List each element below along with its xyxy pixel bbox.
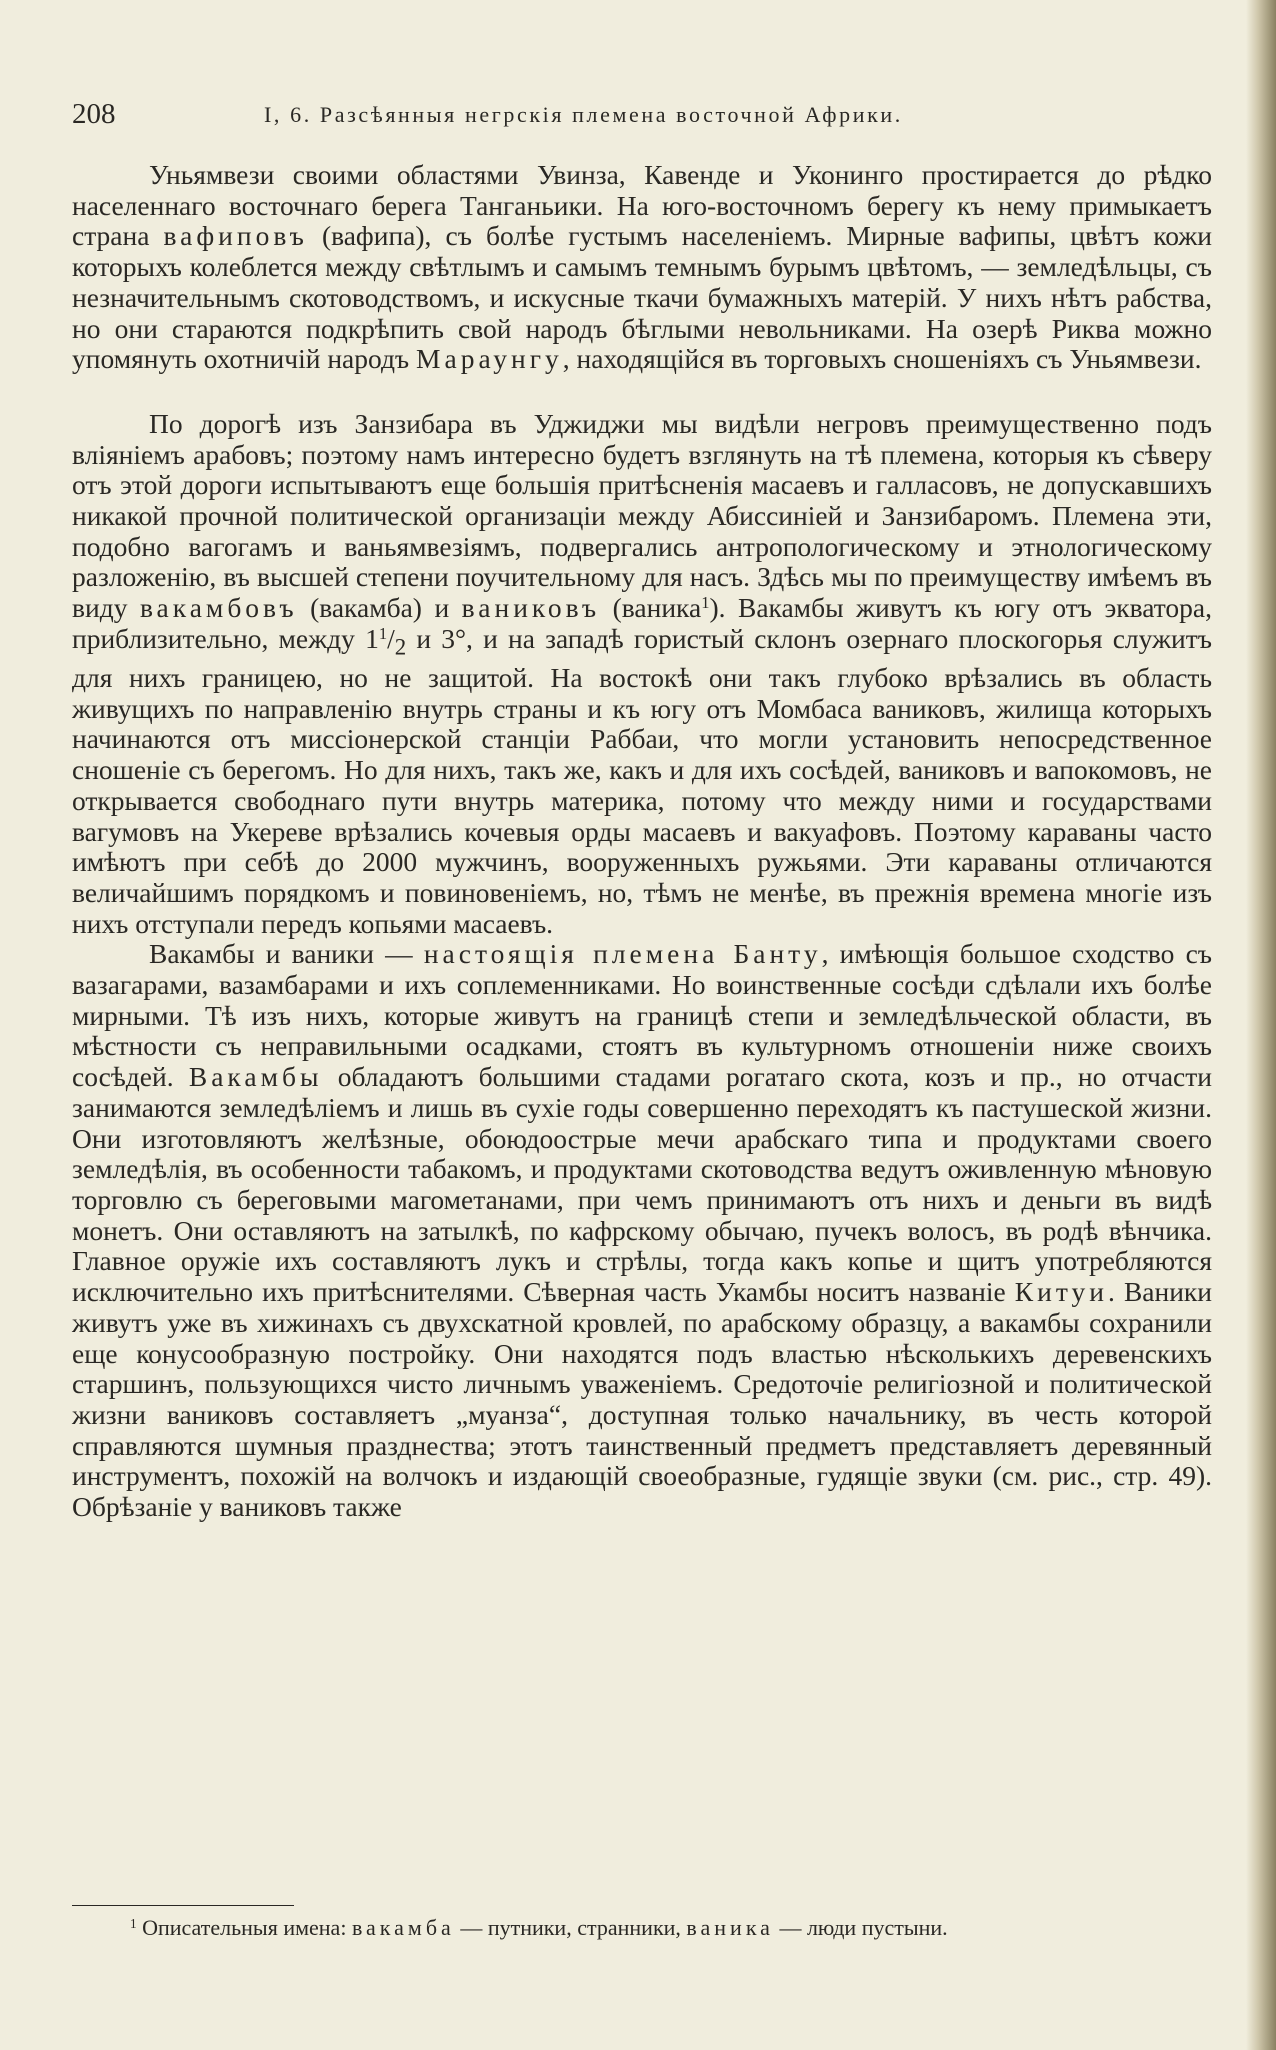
text-run: , находящійся въ торговыхъ сношеніяхъ съ Уньямвези.	[562, 343, 1202, 375]
subscript: 2	[394, 634, 407, 660]
text-run: (ваника	[600, 592, 702, 624]
text-run: Вакамбы и ваники —	[149, 938, 424, 970]
text-run: По дорогѣ изъ Занзибара въ Уджиджи мы видѣли негровъ преимущественно подъ вліяніемъ арабовъ; поэтому намъ интересно будетъ взглянуть на тѣ племена, которыя къ сѣверу отъ этой дороги испытываютъ еще большія притѣсненія масаевъ и галласовъ, не допускавшихъ никакой прочной политической организаціи между Абиссиніей и Занзибаромъ. Племена эти, подобно вагогамъ и ваньямвезіямъ, подвергались антропологическому и этнологическому разложенію, въ высшей степени поучительному для насъ. Здѣсь мы по преимуществу имѣемъ въ виду	[72, 407, 1212, 624]
text-run: ). Вакамбы живутъ къ югу отъ экватора, приблизительно, между 1	[72, 592, 1212, 654]
text-run: , имѣющія большое сходство съ вазагарами, вазамбарами и ихъ соплеменниками. Но воинственные сосѣди сдѣлали ихъ болѣе мирными. Тѣ изъ нихъ, которые живутъ на границѣ степи и земледѣльческой области, въ мѣстности съ неправильными осадками, стоятъ въ культурномъ отношеніи ниже своихъ сосѣдей.	[72, 938, 1212, 1093]
spaced-term: Китуи	[1014, 1276, 1108, 1308]
text-run: /	[387, 622, 395, 654]
page-number: 208	[72, 98, 116, 130]
spaced-term: вакамбовъ	[139, 592, 298, 624]
paragraph-1	[72, 160, 1212, 375]
spaced-term: вакамба	[351, 1915, 455, 1940]
spaced-term: Мараунгу	[416, 343, 563, 375]
text-run: Уньямвези своими областями Увинза, Кавенде и Уконинго простирается до рѣдко населеннаго восточнаго берега Танганьики. На юго-восточномъ берегу къ нему примыкаетъ страна	[72, 159, 1212, 252]
spaced-term: настоящія племена Банту	[423, 938, 822, 970]
superscript: 1	[701, 593, 710, 613]
text-run: и 3°, и на западѣ гористый склонъ озернаго плоскогорья служитъ для нихъ границею, но не защитой. На востокѣ они такъ глубоко врѣзались въ область живущихъ по направленію внутрь страны и къ югу отъ Момбаса ваниковъ, жилища которыхъ начинаются отъ миссіонерской станціи Раббаи, что могли установить непосредственное сношеніе съ берегомъ. Но для нихъ, такъ же, какъ и для ихъ сосѣдей, ваниковъ и вапокомовъ, не открывается свободнаго пути внутрь материка, потому что между ними и государствами вагумовъ на Укереве врѣзались кочевыя орды масаевъ и вакуафовъ. Поэтому караваны часто имѣютъ при себѣ до 2000 мужчинъ, вооруженныхъ ружьями. Эти караваны отличаются величайшимъ порядкомъ и повиновеніемъ, но, тѣмъ не менѣе, въ прежнія времена многіе изъ нихъ отступали передъ копьями масаевъ.	[72, 622, 1212, 939]
text-run: (вакамба) и	[297, 592, 462, 624]
footnote	[130, 1915, 1210, 1941]
running-title: I, 6. Разсѣянныя негрскія племена восточной Африки.	[264, 102, 903, 127]
spaced-term: вафиповъ	[163, 220, 308, 252]
spaced-term: ваника	[686, 1915, 774, 1940]
paragraph-2	[72, 409, 1212, 939]
body-text	[72, 160, 1212, 1523]
superscript: 1	[378, 623, 388, 643]
footnote-marker: 1	[130, 1915, 137, 1931]
spaced-term: ваниковъ	[461, 592, 601, 624]
text-run: . Ваники живутъ уже въ хижинахъ съ двухскатной кровлей, по арабскому образцу, а вакамбы сохранили еще конусообразную постройку. Они находятся подъ властью нѣсколькихъ деревенскихъ старшинъ, пользующихся чисто личнымъ уваженіемъ. Средоточіе религіозной и политической жизни ваниковъ составляетъ „муанза“, доступная только начальнику, въ честь которой справляются шумныя празднества; этотъ таинственный предметъ представляетъ деревянный инструментъ, похожій на волчокъ и издающій своеобразные, гудящіе звуки (см. рис., стр. 49). Обрѣзаніе у ваниковъ также	[72, 1276, 1213, 1523]
footnote-rule	[72, 1905, 294, 1906]
text-run: обладаютъ большими стадами рогатаго скота, козъ и пр., но отчасти занимаются земледѣліемъ и лишь въ сухіе годы совершенно переходятъ къ пастушеской жизни. Они изготовляютъ желѣзные, обоюдоострые мечи арабскаго типа и продуктами своего земледѣлія, въ особенности табакомъ, и продуктами скотоводства ведутъ оживленную мѣновую торговлю съ береговыми магометанами, при чемъ принимаютъ отъ нихъ и деньги въ видѣ монетъ. Они оставляютъ на затылкѣ, по кафрскому обычаю, пучекъ волосъ, въ родѣ вѣнчика. Главное оружіе ихъ составляютъ лукъ и стрѣлы, тогда какъ копье и щитъ употребляются исключительно ихъ притѣснителями. Сѣверная часть Укамбы носитъ названіе	[72, 1061, 1212, 1308]
page-header	[72, 98, 1212, 138]
text-run: — люди пустыни.	[773, 1915, 948, 1940]
text-run: Описательныя имена:	[136, 1915, 352, 1940]
text-run: — путники, странники,	[454, 1915, 687, 1940]
page-edge-shadow	[1246, 0, 1276, 2050]
paragraph-3	[72, 939, 1212, 1522]
text-run: (вафипа), съ болѣе густымъ населеніемъ. Мирные вафипы, цвѣтъ кожи которыхъ колеблется между свѣтлымъ и самымъ темнымъ бурымъ цвѣтомъ, — земледѣльцы, съ незначительнымъ скотоводствомъ, и искусные ткачи бумажныхъ матерій. У нихъ нѣтъ рабства, но они стараются подкрѣпить свой народъ бѣглыми невольниками. На озерѣ Риква можно упомянуть охотничій народъ	[72, 220, 1212, 375]
spaced-term: Вакамбы	[188, 1061, 323, 1093]
